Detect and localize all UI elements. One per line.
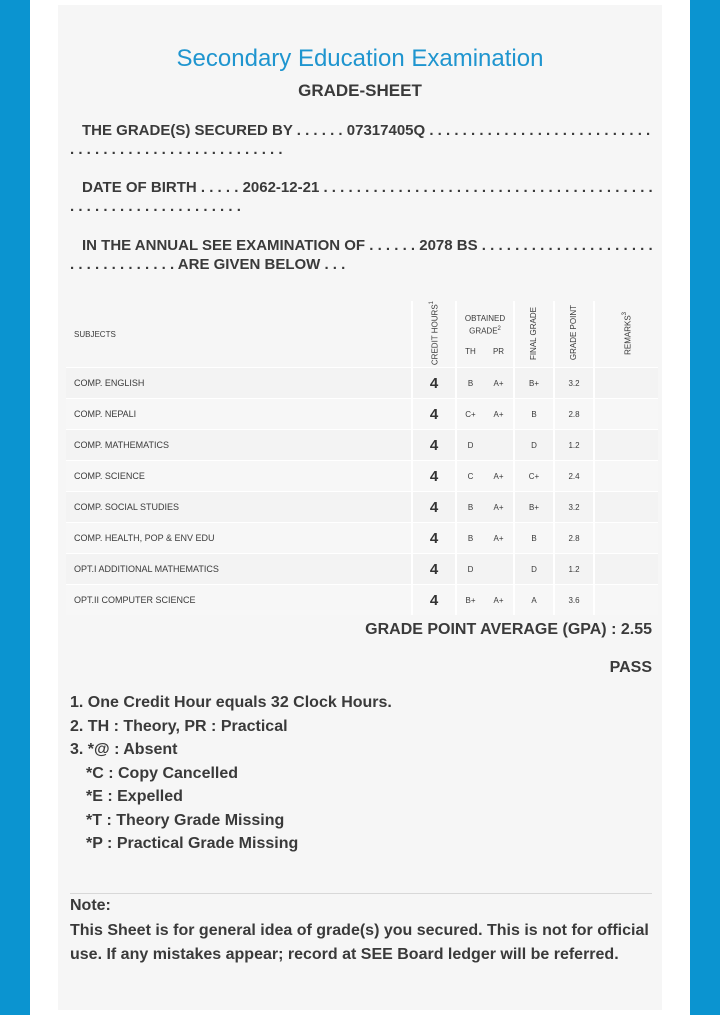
pr-grade-cell: A+	[484, 368, 514, 399]
grade-sheet	[58, 5, 662, 1010]
disclaimer-text: This Sheet is for general idea of grade(s) you secured. This is not for official use. If any mistakes appear; record at SEE Board ledger will be referred.	[70, 922, 649, 963]
subjects-header: SUBJECTS	[74, 329, 116, 339]
pr-grade-cell: A+	[484, 585, 514, 616]
exam-dots: . . . . . . . . . . . . . . . . . . . . . . . . . . . . . . . . . . ARE GIVEN BELOW . . .	[70, 237, 653, 273]
note-subitem: *P : Practical Grade Missing	[86, 835, 299, 852]
remarks-cell	[594, 368, 658, 399]
pr-grade-cell: A+	[484, 399, 514, 430]
note-item: 2. TH : Theory, PR : Practical	[70, 717, 288, 735]
dob-dots: . . . . . . . . . . . . . . . . . . . . . . . . . . . . . . . . . . . . . . . . . . . . . . . . . . . . . . . . . . . . .	[70, 179, 653, 215]
subject-cell: OPT.II COMPUTER SCIENCE	[66, 585, 412, 616]
grade-point-cell: 2.8	[554, 399, 594, 430]
final-grade-cell: B+	[514, 368, 554, 399]
credit-hours-header: CREDIT HOURS$^1$	[412, 301, 456, 368]
pr-grade-cell	[484, 430, 514, 461]
dob-label: DATE OF BIRTH . . . . .	[82, 179, 243, 196]
subject-cell: COMP. MATHEMATICS	[66, 430, 412, 461]
final-grade-cell: D	[514, 430, 554, 461]
th-grade-cell: B+	[456, 585, 484, 616]
table-row	[66, 585, 658, 616]
secured-by-line	[70, 121, 654, 159]
th-header: TH	[456, 337, 484, 368]
table-row	[66, 523, 658, 554]
subject-cell: COMP. NEPALI	[66, 399, 412, 430]
exam-year: 2078 BS	[419, 237, 478, 254]
note-item: 1. One Credit Hour equals 32 Clock Hours.	[70, 694, 392, 711]
note-subitem: *T : Theory Grade Missing	[86, 811, 285, 829]
final-grade-header: FINAL GRADE	[514, 301, 554, 368]
th-grade-cell: C	[456, 461, 484, 492]
th-grade-cell: B	[456, 492, 484, 523]
exam-line	[70, 236, 654, 274]
credit-hours-cell: 4	[412, 554, 456, 585]
secured-by-label: THE GRADE(S) SECURED BY . . . . . .	[82, 122, 347, 139]
grade-point-cell: 1.2	[554, 430, 594, 461]
remarks-header: REMARKS$^3$	[594, 301, 658, 368]
subject-cell: COMP. SOCIAL STUDIES	[66, 492, 412, 523]
final-grade-cell: A	[514, 585, 554, 616]
note-subitem: *C : Copy Cancelled	[86, 764, 239, 782]
remarks-cell	[594, 554, 658, 585]
credit-hours-cell: 4	[412, 430, 456, 461]
notes-list	[70, 691, 650, 856]
pr-header: PR	[492, 347, 505, 357]
credit-hours-cell: 4	[412, 585, 456, 616]
subject-cell: COMP. ENGLISH	[66, 368, 412, 399]
exam-label: IN THE ANNUAL SEE EXAMINATION OF . . . . . .	[82, 237, 420, 254]
pr-grade-cell: A+	[484, 492, 514, 523]
grade-point-cell: 2.4	[554, 461, 594, 492]
remarks-cell	[594, 461, 658, 492]
date-of-birth: 2062-12-21	[242, 179, 320, 196]
credit-hours-cell: 4	[412, 399, 456, 430]
grades-table	[66, 301, 658, 615]
credit-hours-cell: 4	[412, 492, 456, 523]
th-grade-cell: D	[456, 430, 484, 461]
remarks-cell	[594, 523, 658, 554]
grade-point-cell: 3.2	[554, 492, 594, 523]
th-grade-cell: D	[456, 554, 484, 585]
note-subitem: *E : Expelled	[86, 788, 183, 805]
final-grade-cell: B	[514, 523, 554, 554]
final-grade-cell: B+	[514, 492, 554, 523]
result-status: PASS	[609, 659, 652, 676]
final-grade-cell: D	[514, 554, 554, 585]
gpa: GRADE POINT AVERAGE (GPA) : 2.55	[365, 621, 652, 638]
th-grade-cell: B	[456, 368, 484, 399]
pr-grade-cell: A+	[484, 461, 514, 492]
subject-cell: OPT.I ADDITIONAL MATHEMATICS	[66, 554, 412, 585]
divider	[70, 893, 652, 894]
credit-hours-cell: 4	[412, 523, 456, 554]
remarks-cell	[594, 585, 658, 616]
table-row	[66, 554, 658, 585]
dob-line	[70, 178, 654, 216]
table-row	[66, 368, 658, 399]
final-grade-cell: B	[514, 399, 554, 430]
pr-grade-cell	[484, 554, 514, 585]
obtained-grade-header: OBTAINED GRADE$^2$	[456, 301, 514, 337]
th-grade-cell: B	[456, 523, 484, 554]
final-grade-cell: C+	[514, 461, 554, 492]
subject-cell: COMP. HEALTH, POP & ENV EDU	[66, 523, 412, 554]
page	[30, 0, 690, 1015]
secured-by-dots: . . . . . . . . . . . . . . . . . . . . . . . . . . . . . . . . . . . . . . . . . . . . . . . . . . . . .	[70, 122, 651, 158]
table-row	[66, 492, 658, 523]
table-row	[66, 399, 658, 430]
disclaimer-heading: Note:	[70, 897, 111, 914]
credit-hours-cell: 4	[412, 368, 456, 399]
exam-title: Secondary Education Examination	[176, 45, 544, 72]
credit-hours-cell: 4	[412, 461, 456, 492]
sheet-subtitle: GRADE-SHEET	[298, 81, 422, 100]
remarks-cell	[594, 399, 658, 430]
remarks-cell	[594, 430, 658, 461]
note-item: 3. *@ : Absent	[70, 741, 178, 758]
remarks-cell	[594, 492, 658, 523]
grade-point-cell: 2.8	[554, 523, 594, 554]
symbol-number: 07317405Q	[346, 122, 426, 139]
grade-point-cell: 3.2	[554, 368, 594, 399]
grade-point-cell: 3.6	[554, 585, 594, 616]
grade-point-header: GRADE POINT	[554, 301, 594, 368]
table-row	[66, 461, 658, 492]
pr-grade-cell: A+	[484, 523, 514, 554]
grade-point-cell: 1.2	[554, 554, 594, 585]
subject-cell: COMP. SCIENCE	[66, 461, 412, 492]
th-grade-cell: C+	[456, 399, 484, 430]
table-row	[66, 430, 658, 461]
